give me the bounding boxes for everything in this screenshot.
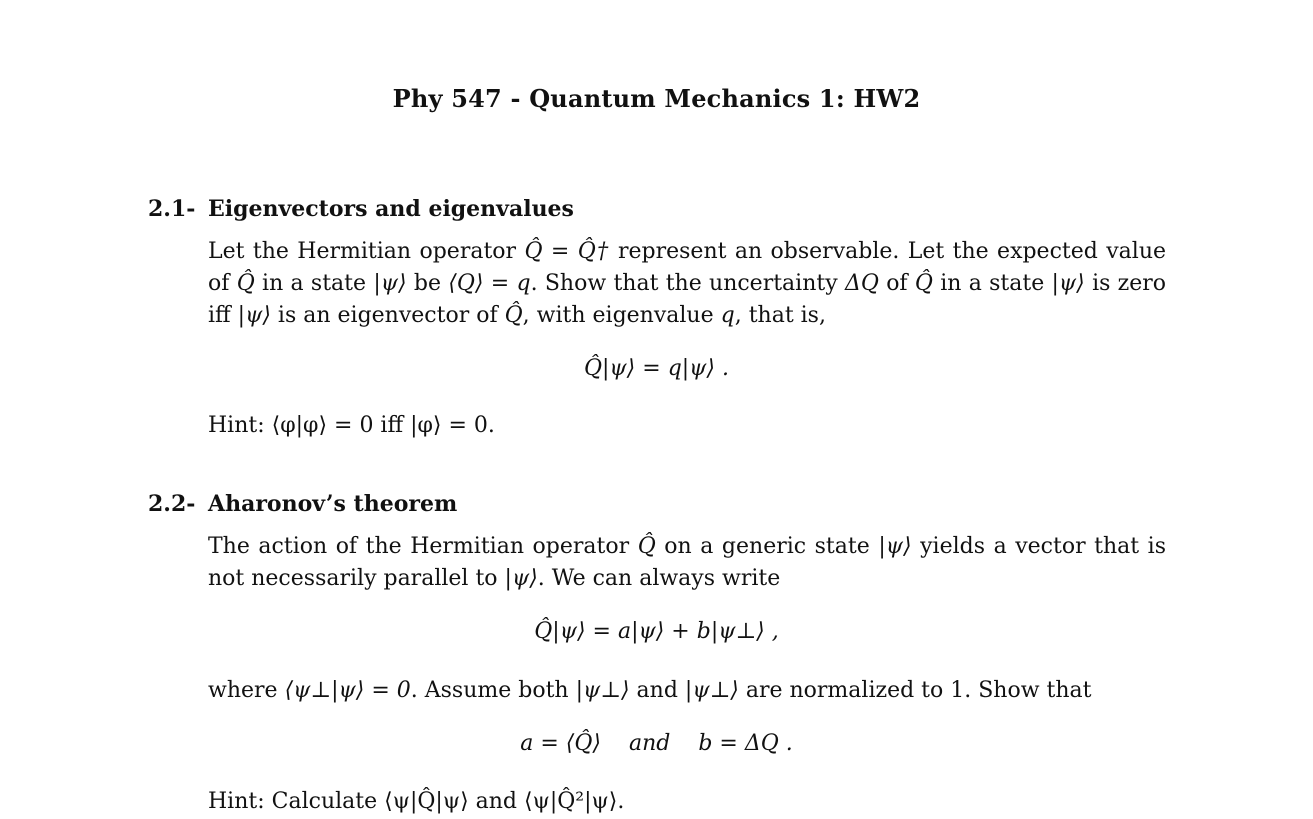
section-2-1-paragraph: Let the Hermitian operator Q̂ = Q̂† represent an observable. Let the expected value of Q̂ in a state |ψ⟩ be ⟨Q⟩ = q. Show that the uncertainty ΔQ of Q̂ in a state |ψ⟩ is zero iff |ψ⟩ is an eigenvector of Q̂, with eigenvalue q, that is, — [208, 239, 1167, 328]
section-2-2-hint: Hint: Calculate ⟨ψ|Q̂|ψ⟩ and ⟨ψ|Q̂²|ψ⟩. — [208, 789, 625, 814]
section-title-aharonov: Aharonov’s theorem — [208, 491, 458, 517]
section-number-2-1: 2.1- — [148, 196, 196, 222]
equation-result: a = ⟨Q̂⟩ and b = ΔQ . — [520, 731, 793, 756]
section-2-1-hint: Hint: ⟨φ|φ⟩ = 0 iff |φ⟩ = 0. — [208, 413, 495, 438]
section-title-eigenvectors: Eigenvectors and eigenvalues — [208, 196, 574, 222]
section-2-2-paragraph-2: where ⟨ψ⊥|ψ⟩ = 0. Assume both |ψ⊥⟩ and |ψ⊥⟩ are normalized to 1. Show that — [208, 678, 1092, 703]
section-number-2-2: 2.2- — [148, 491, 196, 517]
equation-eigen: Q̂|ψ⟩ = q|ψ⟩ . — [583, 356, 730, 381]
page-title: Phy 547 - Quantum Mechanics 1: HW2 — [392, 84, 921, 113]
section-2-2-paragraph-1: The action of the Hermitian operator Q̂ on a generic state |ψ⟩ yields a vector that is not necessarily parallel to |ψ⟩. We can always write — [208, 534, 1166, 591]
equation-decomposition: Q̂|ψ⟩ = a|ψ⟩ + b|ψ⊥⟩ , — [534, 619, 779, 644]
